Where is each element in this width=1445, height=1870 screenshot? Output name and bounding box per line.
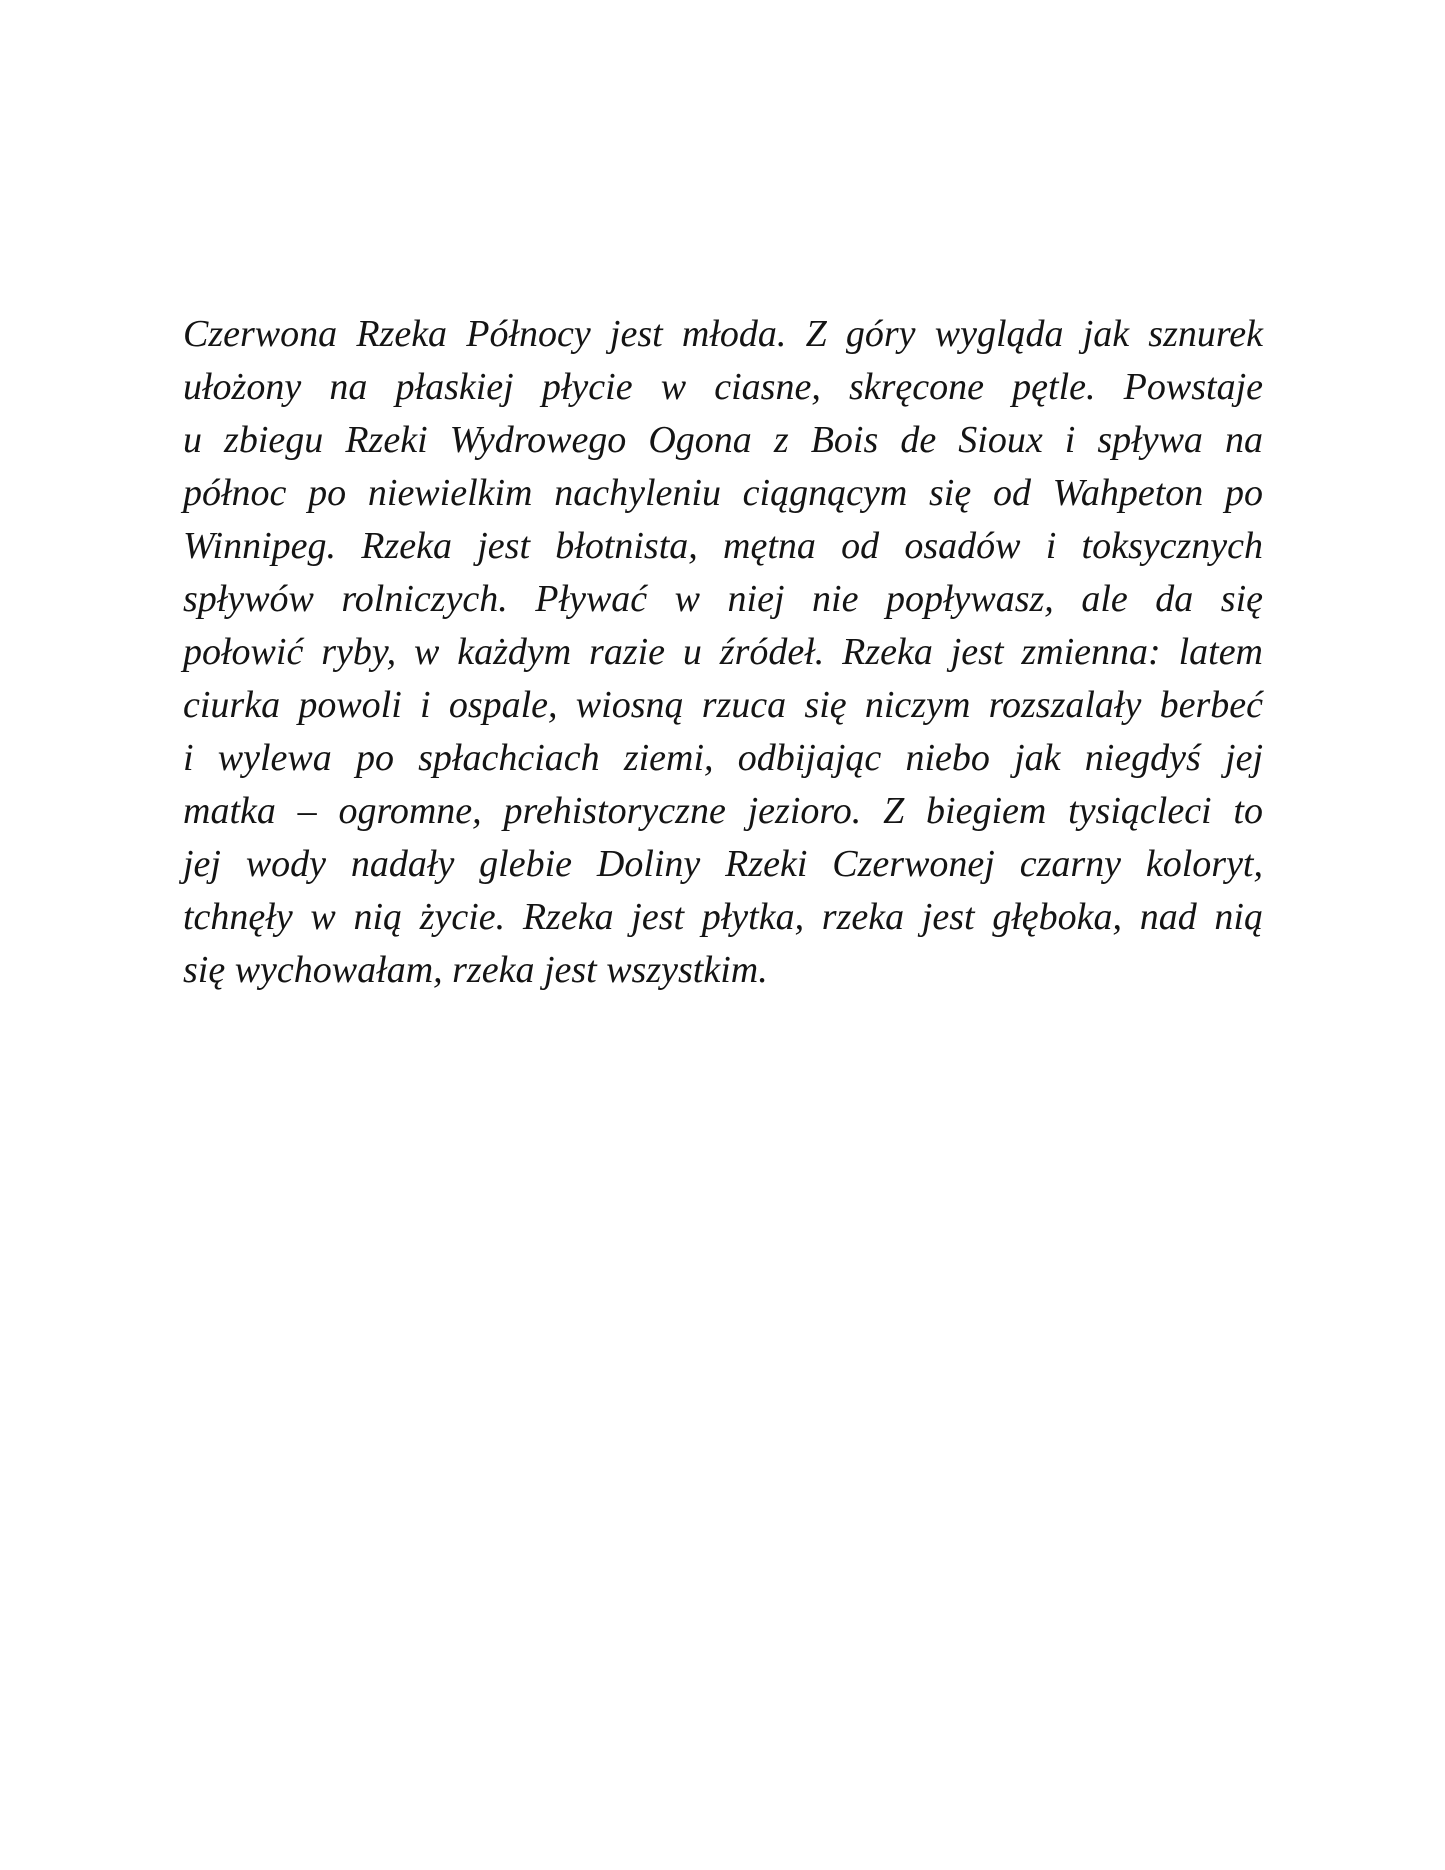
text-line: spływów rolniczych. Pływać w niej nie popływasz, ale da się [183,578,1263,620]
text-line: ciurka powoli i ospale, wiosną rzuca się niczym rozszalały berbeć [183,684,1263,726]
text-line: północ po niewielkim nachyleniu ciągnącym się od Wahpeton po [183,472,1263,514]
text-line: matka – ogromne, prehistoryczne jezioro. Z biegiem tysiącleci to [183,790,1263,832]
text-line: Winnipeg. Rzeka jest błotnista, mętna od osadów i toksycznych [183,525,1263,567]
text-line: jej wody nadały glebie Doliny Rzeki Czerwonej czarny koloryt, [183,843,1263,885]
body-paragraph [183,308,1263,997]
text-line: i wylewa po spłachciach ziemi, odbijając niebo jak niegdyś jej [183,737,1263,779]
text-line: ułożony na płaskiej płycie w ciasne, skręcone pętle. Powstaje [183,366,1263,408]
text-line: połowić ryby, w każdym razie u źródeł. Rzeka jest zmienna: latem [183,631,1263,673]
text-line: u zbiegu Rzeki Wydrowego Ogona z Bois de Sioux i spływa na [183,419,1263,461]
text-line: się wychowałam, rzeka jest wszystkim. [183,949,768,991]
text-line: tchnęły w nią życie. Rzeka jest płytka, rzeka jest głęboka, nad nią [183,896,1263,938]
text-line: Czerwona Rzeka Północy jest młoda. Z góry wygląda jak sznurek [183,313,1263,355]
